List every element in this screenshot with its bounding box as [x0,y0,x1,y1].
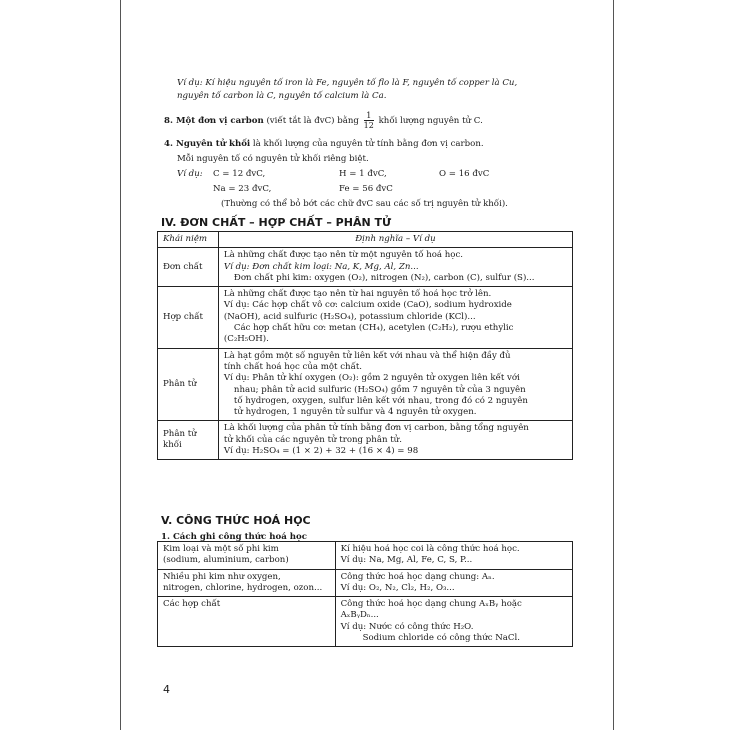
row-content [218,348,572,421]
ex-hydrogen: H = 1 đvC, [339,169,387,179]
item-8 [164,111,483,130]
definition-line: tính chất hoá học của một chất. [223,361,363,372]
example-line: nhau; phân tử acid sulfuric (H₂SO₄) gồm 7 nguyên tử của 3 nguyên [233,384,526,395]
definition-line: tử khối của các nguyên tử trong phân tử. [223,434,402,445]
item-4 [164,139,484,150]
definition-line: Là hạt gồm một số nguyên tử liên kết với nhau và thể hiện đầy đủ [223,350,511,361]
book-page [120,0,614,730]
ex-oxygen: O = 16 đvC [439,169,490,179]
example-line: tử hydrogen, 1 nguyên tử sulfur và 4 nguyên tử oxygen. [233,407,477,418]
example-line: Ví dụ: Các hợp chất vô cơ: calcium oxide (CaO), sodium hydroxide [223,300,512,311]
example-line: Đơn chất phi kim: oxygen (O₂), nitrogen (N₂), carbon (C), sulfur (S)... [233,272,535,283]
table-row [158,248,573,287]
item-8-mid: (viết tắt là đvC) bằng [266,116,359,126]
table-row [158,348,573,421]
example-line: Sodium chloride có công thức NaCl. [362,633,520,644]
row-content [218,287,572,348]
row-label-line: (sodium, aluminium, carbon) [163,555,289,566]
example-line-2: nguyên tố carbon là C, nguyên tố calcium là Ca. [177,91,387,101]
row-label-line: nitrogen, chlorine, hydrogen, ozon... [163,582,323,593]
row-label-line: Kim loại và một số phi kim [163,544,279,554]
section-5-subheading: 1. Cách ghi công thức hoá học [161,532,308,542]
row-label [158,542,336,570]
definition-line: Là những chất được tạo nên từ một nguyên tố hoá học. [223,250,464,261]
example-line: (NaOH), acid sulfuric (H₂SO₄), potassium chloride (KCl)... [223,311,476,322]
table-row [158,421,573,460]
item-4-line-2: Mỗi nguyên tố có nguyên tử khối riêng biệt. [177,154,369,164]
section-5-heading: V. CÔNG THỨC HOÁ HỌC [161,514,311,527]
table-header-row [158,232,573,248]
section-5-table [157,541,573,647]
table-row [158,569,573,597]
fraction-denominator: 12 [363,121,374,130]
example-line: Ví dụ: Na, Mg, Al, Fe, C, S, P... [340,555,473,566]
ex-carbon: C = 12 đvC, [213,169,266,179]
row-content [218,421,572,460]
row-label-line: Phân tử [163,429,197,440]
row-label: Phân tử [158,348,219,421]
definition-line: Là khối lượng của phân tử tính bằng đơn vị carbon, bằng tổng nguyên [223,423,529,434]
example-line: Ví dụ: O₂, N₂, Cl₂, H₂, O₃... [340,582,455,593]
section-4-table [157,231,573,460]
note: (Thường có thể bỏ bớt các chữ đvC sau các số trị nguyên tử khối). [221,199,508,209]
example-line: tố hydrogen, oxygen, sulfur liên kết với nhau, trong đó có 2 nguyên [233,395,528,406]
row-label: Các hợp chất [158,597,336,647]
row-label-line: Nhiều phi kim như oxygen, [163,571,281,582]
definition-line: Công thức hoá học dạng chung: Aₙ. [340,571,495,582]
item-4-text: là khối lượng của nguyên tử tính bằng đơn vị carbon. [252,139,484,149]
example-line: Ví dụ: H₂SO₄ = (1 × 2) + 32 + (16 × 4) = 98 [223,446,419,457]
example-line: Ví dụ: Phân tử khí oxygen (O₂): gồm 2 nguyên tử oxygen liên kết với [223,373,520,384]
row-label [158,569,336,597]
item-8-tail: khối lượng nguyên tử C. [378,116,483,126]
row-content [335,597,572,647]
ex-sodium: Na = 23 đvC, [213,184,272,194]
row-content [335,569,572,597]
example-line: Các hợp chất hữu cơ: metan (CH₄), acetylen (C₂H₂), rượu ethylic [233,323,514,334]
fraction-numerator: 1 [364,111,374,121]
page-number: 4 [163,683,170,696]
row-content [335,542,572,570]
section-4-heading: IV. ĐƠN CHẤT – HỢP CHẤT – PHÂN TỬ [161,216,392,229]
example-line: Ví dụ: Đơn chất kim loại: Na, K, Mg, Al, Zn... [223,261,419,272]
table-header-definition: Định nghĩa – Ví dụ [218,232,572,248]
row-label: Đơn chất [158,248,219,287]
definition-line: Kí hiệu hoá học coi là công thức hoá học. [340,544,520,554]
definition-line: Công thức hoá học dạng chung AₓBᵧ hoặc [340,599,522,610]
definition-line: Là những chất được tạo nên từ hai nguyên tố hoá học trở lên. [223,289,492,300]
example-line-1: Ví dụ: Kí hiệu nguyên tố iron là Fe, nguyên tố flo là F, nguyên tố copper là Cu, [177,78,518,88]
item-8-term: 8. Một đơn vị carbon [164,116,264,126]
example-line: (C₂H₅OH). [223,334,269,345]
row-label [158,421,219,460]
ex-iron: Fe = 56 đvC [339,184,393,194]
item-4-term: 4. Nguyên tử khối [164,139,251,149]
ex-label: Ví dụ: [177,169,203,179]
table-row [158,597,573,647]
row-label: Hợp chất [158,287,219,348]
definition-line: AₓBᵧDₙ... [340,610,379,621]
fraction-1-12 [364,111,374,130]
table-row [158,287,573,348]
row-label-line: khối [163,440,182,451]
table-header-concept: Khái niệm [158,232,219,248]
example-line: Ví dụ: Nước có công thức H₂O. [340,621,474,632]
table-row [158,542,573,570]
row-content [218,248,572,287]
